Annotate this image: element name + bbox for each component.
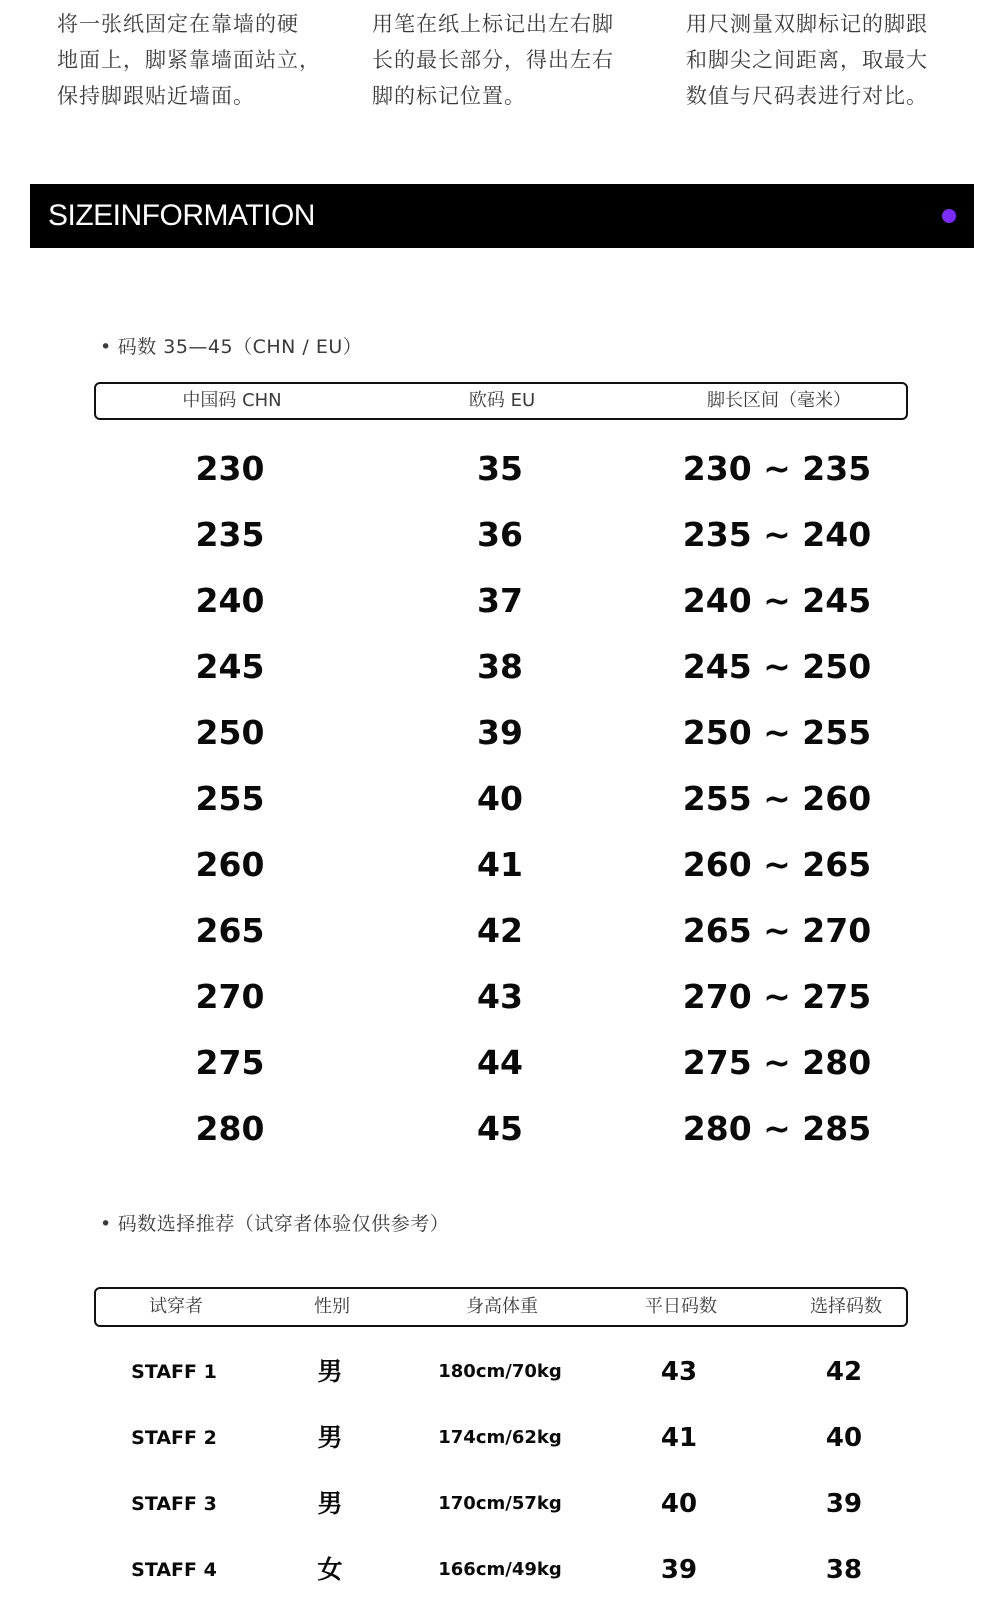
chn-size-cell: 265 — [195, 911, 265, 950]
usual-size-cell: 40 — [660, 1489, 698, 1519]
chn-size-cell: 255 — [195, 779, 265, 818]
size-table-header — [94, 382, 908, 420]
height-weight-cell: 174cm/62kg — [438, 1427, 562, 1448]
tester-name-cell: STAFF 4 — [131, 1559, 217, 1581]
table-row — [94, 634, 908, 700]
chn-size-cell: 275 — [195, 1043, 265, 1082]
foot-length-cell: 280 ~ 285 — [682, 1109, 872, 1148]
tester-table-body — [94, 1339, 908, 1603]
header-eu: 欧码 EU — [468, 390, 536, 411]
usual-size-cell: 43 — [660, 1357, 698, 1387]
height-weight-cell: 180cm/70kg — [438, 1361, 562, 1382]
eu-size-cell: 44 — [477, 1043, 523, 1082]
tester-name-cell: STAFF 1 — [131, 1361, 217, 1383]
banner-title: SIZEINFORMATION — [48, 199, 315, 232]
chn-size-cell: 250 — [195, 713, 265, 752]
bullet-icon: • — [100, 336, 112, 358]
gender-cell: 男 — [317, 1489, 343, 1518]
foot-length-cell: 235 ~ 240 — [682, 515, 872, 554]
eu-size-cell: 37 — [477, 581, 523, 620]
tester-name-cell: STAFF 2 — [131, 1427, 217, 1449]
instruction-step-2 — [372, 6, 642, 114]
chosen-size-cell: 40 — [825, 1423, 863, 1453]
usual-size-cell: 41 — [660, 1423, 698, 1453]
header-usual-size: 平日码数 — [645, 1296, 717, 1317]
gender-cell: 男 — [317, 1357, 343, 1386]
tester-name-cell: STAFF 3 — [131, 1493, 217, 1515]
instruction-line: 长的最长部分，得出左右 — [372, 48, 614, 72]
chosen-size-cell: 38 — [825, 1555, 863, 1585]
usual-size-cell: 39 — [660, 1555, 698, 1585]
table-row — [94, 568, 908, 634]
instruction-line: 脚的标记位置。 — [372, 84, 526, 108]
eu-size-cell: 45 — [477, 1109, 523, 1148]
table-row — [94, 1537, 908, 1603]
instruction-line: 用尺测量双脚标记的脚跟 — [686, 12, 928, 36]
chosen-size-cell: 39 — [825, 1489, 863, 1519]
header-height-weight: 身高体重 — [466, 1296, 538, 1317]
height-weight-cell: 170cm/57kg — [438, 1493, 562, 1514]
foot-length-cell: 260 ~ 265 — [682, 845, 872, 884]
eu-size-cell: 41 — [477, 845, 523, 884]
chn-size-cell: 245 — [195, 647, 265, 686]
table-row — [94, 1339, 908, 1405]
tester-table-header — [94, 1287, 908, 1327]
foot-length-cell: 245 ~ 250 — [682, 647, 872, 686]
table-row — [94, 436, 908, 502]
instruction-line: 用笔在纸上标记出左右脚 — [372, 12, 614, 36]
header-chosen-size: 选择码数 — [810, 1296, 882, 1317]
instruction-line: 保持脚跟贴近墙面。 — [57, 84, 255, 108]
chn-size-cell: 240 — [195, 581, 265, 620]
table-row — [94, 1096, 908, 1162]
eu-size-cell: 43 — [477, 977, 523, 1016]
instruction-line: 将一张纸固定在靠墙的硬 — [57, 12, 299, 36]
eu-size-cell: 42 — [477, 911, 523, 950]
gender-cell: 女 — [317, 1555, 343, 1584]
instruction-step-1 — [57, 6, 327, 114]
table-row — [94, 766, 908, 832]
foot-length-cell: 265 ~ 270 — [682, 911, 872, 950]
table-row — [94, 964, 908, 1030]
header-chn: 中国码 CHN — [182, 390, 282, 411]
size-table-body — [94, 436, 908, 1162]
foot-length-cell: 270 ~ 275 — [682, 977, 872, 1016]
caption-text: 码数选择推荐（试穿者体验仅供参考） — [117, 1213, 450, 1235]
eu-size-cell: 40 — [477, 779, 523, 818]
eu-size-cell: 38 — [477, 647, 523, 686]
caption-text: 码数 35—45（CHN / EU） — [117, 336, 363, 358]
bullet-icon: • — [100, 1213, 112, 1235]
chn-size-cell: 235 — [195, 515, 265, 554]
table-row — [94, 1471, 908, 1537]
eu-size-cell: 35 — [477, 449, 523, 488]
header-gender: 性别 — [314, 1296, 350, 1317]
chosen-size-cell: 42 — [825, 1357, 863, 1387]
table-row — [94, 898, 908, 964]
instruction-line: 地面上，脚紧靠墙面站立， — [57, 48, 321, 72]
height-weight-cell: 166cm/49kg — [438, 1559, 562, 1580]
size-table-caption — [100, 332, 362, 359]
table-row — [94, 832, 908, 898]
chn-size-cell: 260 — [195, 845, 265, 884]
chn-size-cell: 280 — [195, 1109, 265, 1148]
chn-size-cell: 230 — [195, 449, 265, 488]
header-foot-length: 脚长区间（毫米） — [707, 390, 851, 411]
foot-length-cell: 250 ~ 255 — [682, 713, 872, 752]
foot-length-cell: 240 ~ 245 — [682, 581, 872, 620]
eu-size-cell: 39 — [477, 713, 523, 752]
banner-dot-icon — [942, 209, 956, 223]
foot-length-cell: 230 ~ 235 — [682, 449, 872, 488]
instruction-line: 和脚尖之间距离，取最大 — [686, 48, 928, 72]
chn-size-cell: 270 — [195, 977, 265, 1016]
table-row — [94, 1030, 908, 1096]
gender-cell: 男 — [317, 1423, 343, 1452]
size-information-banner — [30, 184, 974, 248]
measurement-instructions — [0, 6, 1000, 136]
header-tester: 试穿者 — [149, 1296, 203, 1317]
foot-length-cell: 275 ~ 280 — [682, 1043, 872, 1082]
instruction-line: 数值与尺码表进行对比。 — [686, 84, 928, 108]
instruction-step-3 — [686, 6, 956, 114]
table-row — [94, 700, 908, 766]
tester-table-caption — [100, 1209, 449, 1236]
foot-length-cell: 255 ~ 260 — [682, 779, 872, 818]
eu-size-cell: 36 — [477, 515, 523, 554]
table-row — [94, 502, 908, 568]
table-row — [94, 1405, 908, 1471]
